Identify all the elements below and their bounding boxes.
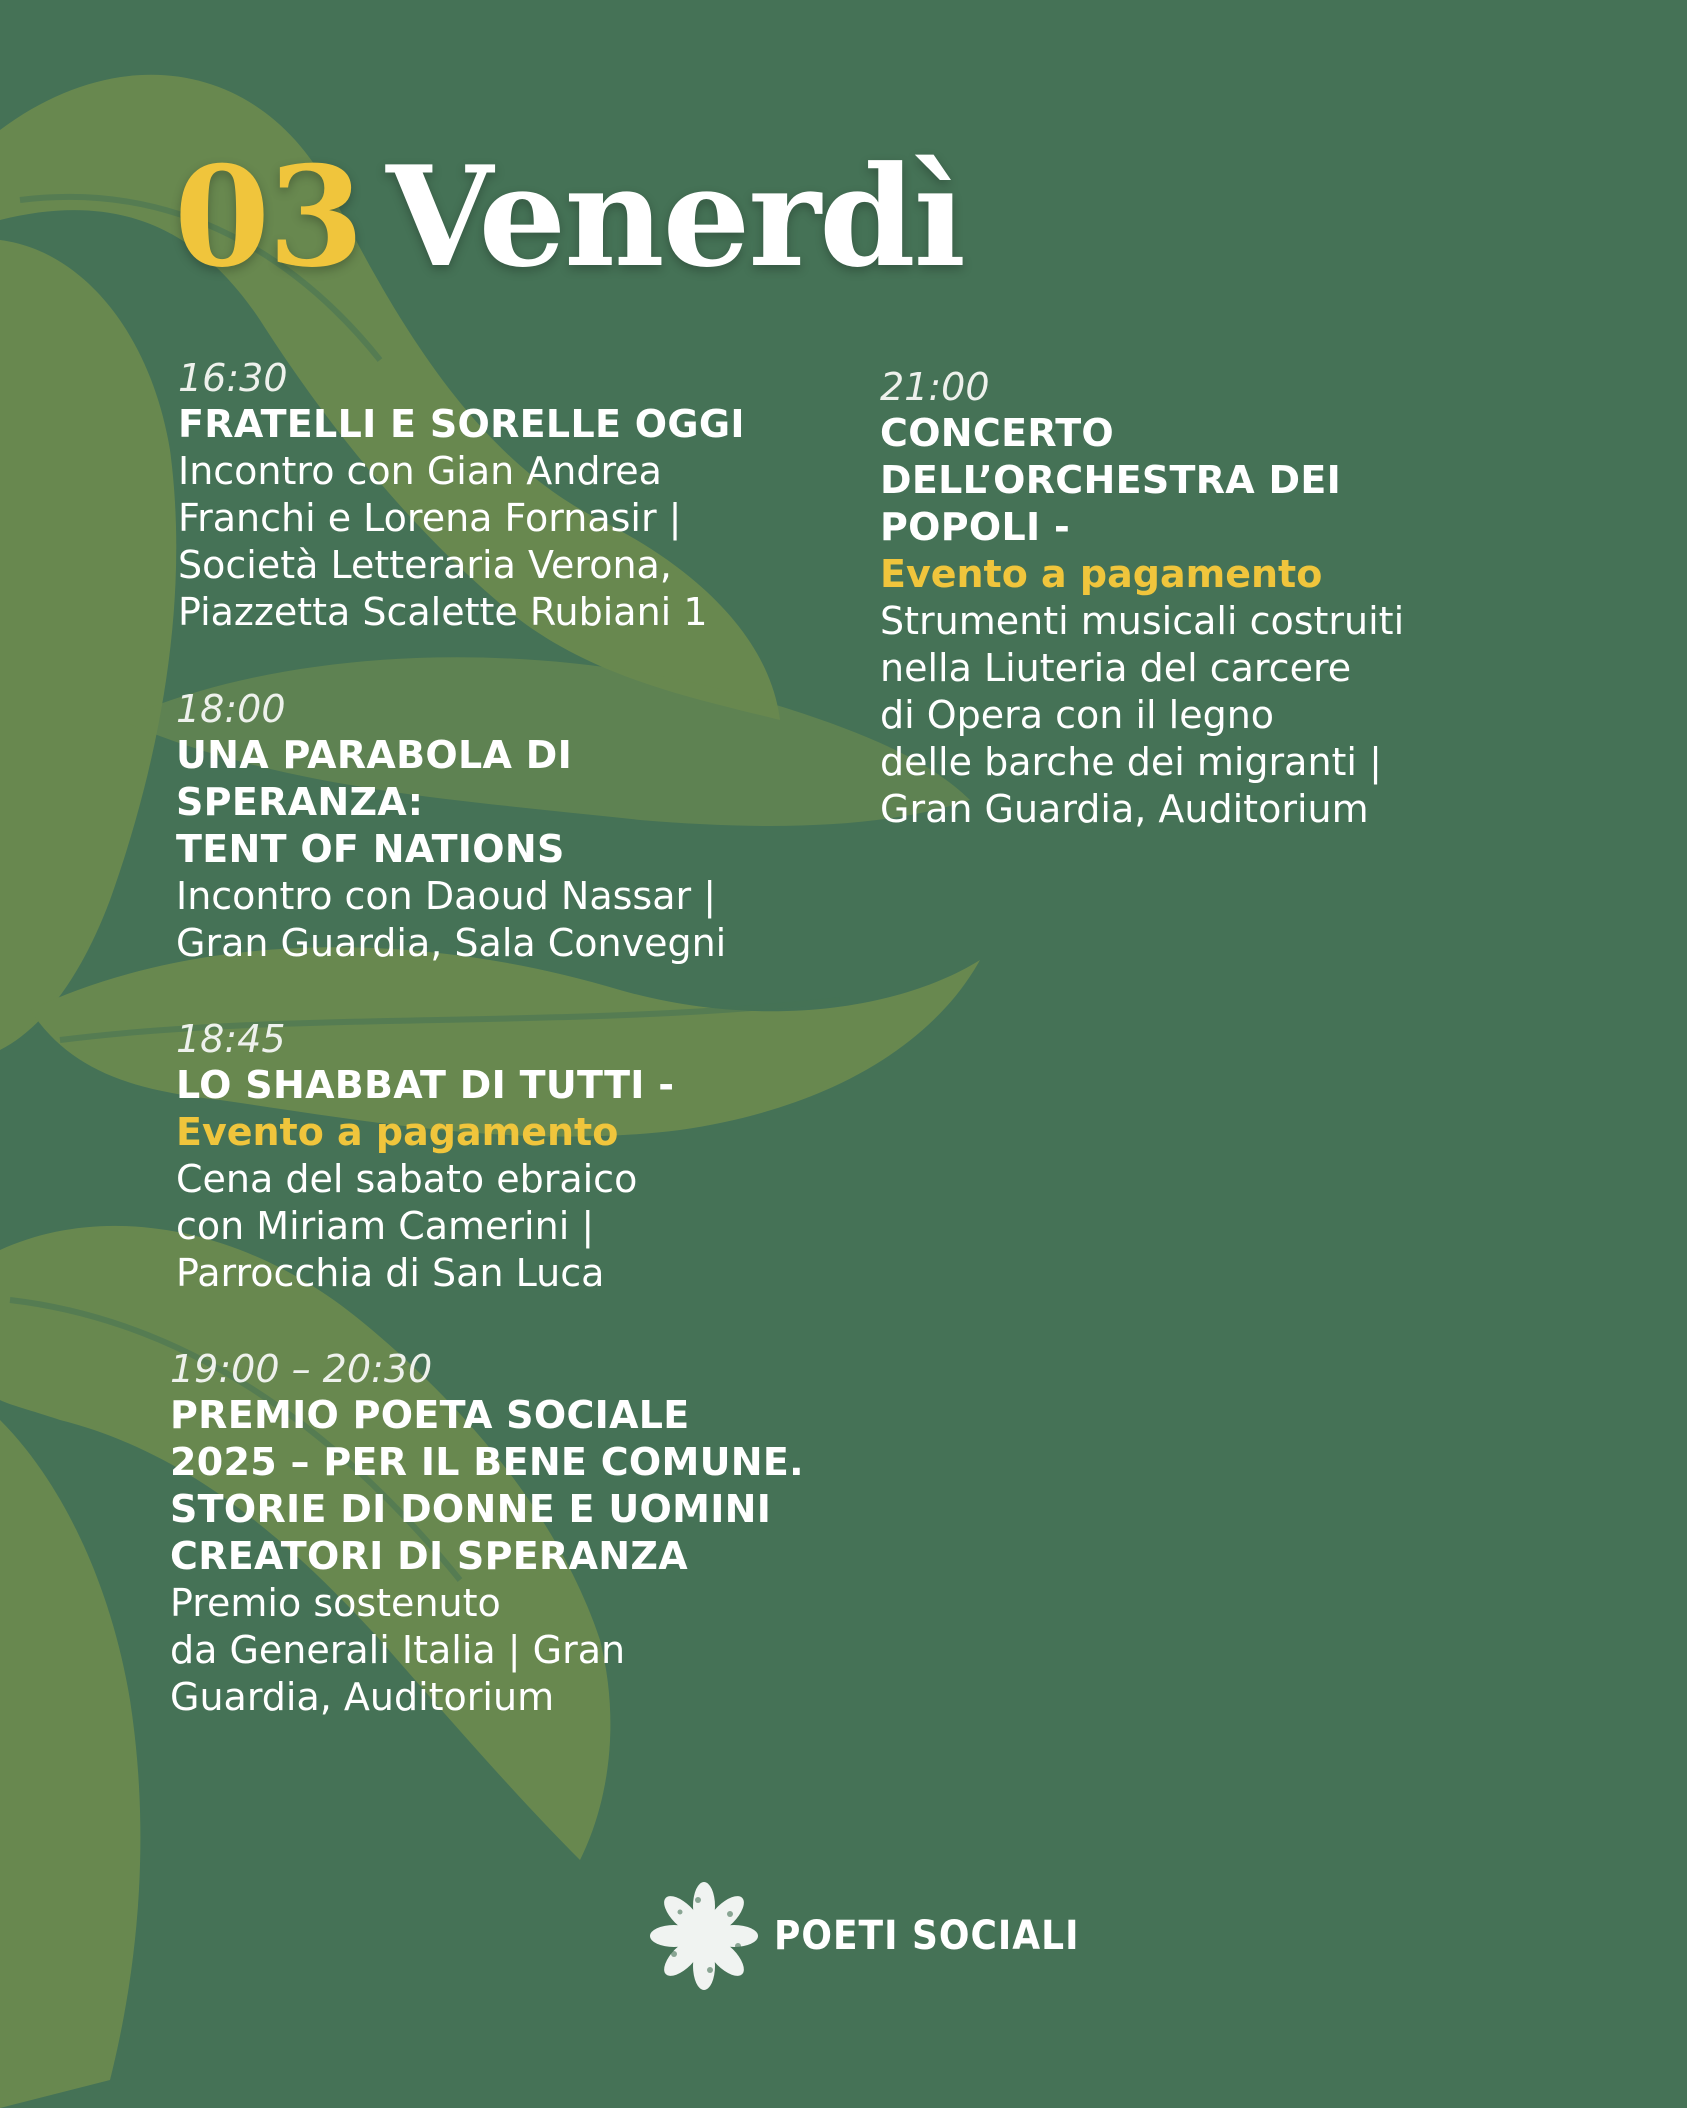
event-1845 — [176, 1016, 816, 1297]
event-description: Incontro con Daoud Nassar | Gran Guardia, Sala Convegni — [176, 874, 727, 965]
event-time: 21:00 — [880, 365, 990, 409]
leaf-shape-bottom-2 — [0, 1420, 140, 2108]
event-description: Strumenti musicali costruiti nella Liuteria del carcere di Opera con il legno delle barche dei migranti | Gran Guardia, Auditorium — [880, 599, 1405, 831]
event-title: UNA PARABOLA DI SPERANZA: TENT OF NATIONS — [176, 733, 573, 871]
poeti-sociali-logo — [648, 1880, 1178, 2000]
event-description: Premio sostenuto da Generali Italia | Gran Guardia, Auditorium — [170, 1581, 626, 1719]
event-time: 18:00 — [176, 687, 286, 731]
paid-event-label: Evento a pagamento — [176, 1110, 619, 1154]
paid-event-label: Evento a pagamento — [880, 552, 1323, 596]
leaf-shape-left — [0, 240, 176, 1050]
event-title: LO SHABBAT DI TUTTI - — [176, 1063, 675, 1107]
event-title: CONCERTO DELL’ORCHESTRA DEI POPOLI - — [880, 411, 1342, 549]
event-title: PREMIO POETA SOCIALE 2025 – PER IL BENE COMUNE. STORIE DI DONNE E UOMINI CREATORI DI SPERANZA — [170, 1393, 804, 1578]
event-description: Incontro con Gian Andrea Franchi e Lorena Fornasir | Società Letteraria Verona, Piazzetta Scalette Rubiani 1 — [178, 449, 708, 634]
event-description: Cena del sabato ebraico con Miriam Camerini | Parrocchia di San Luca — [176, 1157, 638, 1295]
event-1800 — [176, 686, 816, 967]
event-title: FRATELLI E SORELLE OGGI — [178, 402, 745, 446]
event-1900-2030 — [170, 1346, 870, 1721]
day-name: Venerdì — [386, 135, 965, 298]
event-time: 16:30 — [178, 356, 288, 400]
event-time: 19:00 – 20:30 — [170, 1347, 433, 1391]
event-time: 18:45 — [176, 1017, 286, 1061]
event-1630 — [178, 355, 818, 636]
brand-name: POETI SOCIALI — [774, 1913, 1080, 1959]
flower-icon — [648, 1880, 760, 1992]
day-number: 03 — [174, 135, 363, 298]
day-heading — [174, 135, 965, 298]
event-2100 — [880, 364, 1600, 833]
